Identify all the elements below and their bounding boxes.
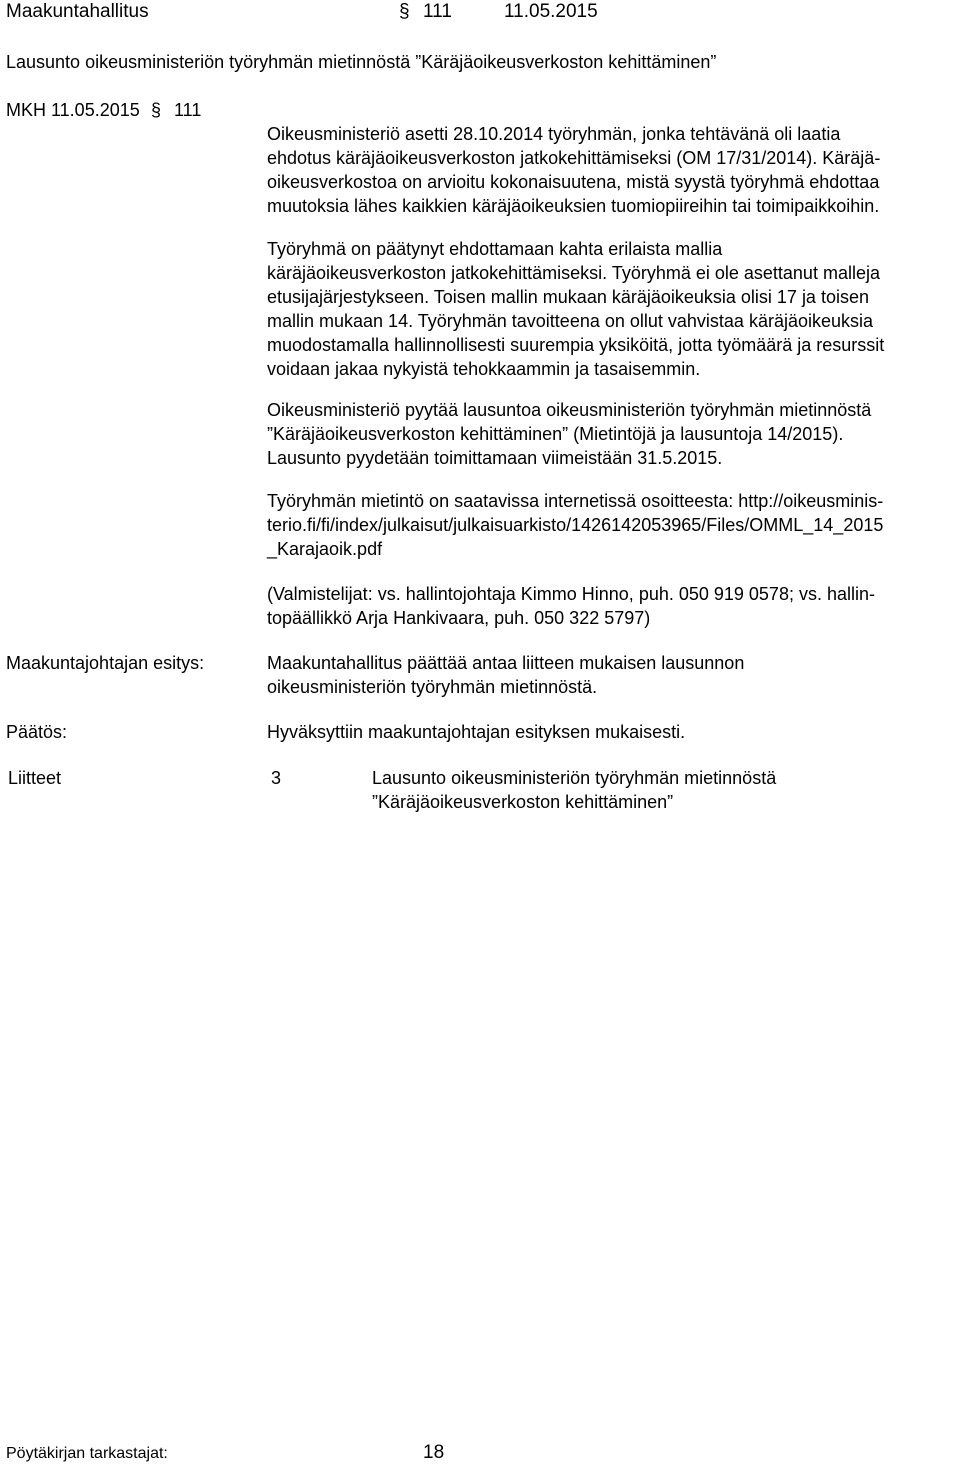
paragraph-1-line: Oikeusministeriö asetti 28.10.2014 työryhmän, jonka tehtävänä oli laatia — [267, 124, 841, 144]
proposal-label: Maakuntajohtajan esitys: — [6, 653, 205, 673]
proposal-text — [267, 651, 744, 699]
paragraph-1-line: oikeusverkostoa on arvioitu kokonaisuutena, mistä syystä työryhmä ehdottaa — [267, 172, 880, 192]
paragraph-2-line: muodostamalla hallinnollisesti suurempia yksiköitä, jotta työmäärä ja resurssit — [267, 335, 885, 355]
paragraph-2-line: etusijajärjestykseen. Toisen mallin mukaan käräjäoikeuksia olisi 17 ja toisen — [267, 287, 869, 307]
paragraph-4-line: _Karajaoik.pdf — [267, 539, 383, 559]
paragraph-3-line: ”Käräjäoikeusverkoston kehittäminen” (Mietintöjä ja lausuntoja 14/2015). — [267, 424, 844, 444]
paragraph-2-line: Työryhmä on päätynyt ehdottamaan kahta erilaista mallia — [267, 239, 723, 259]
paragraph-2-line: käräjäoikeusverkoston jatkokehittämiseksi. Työryhmä ei ole asettanut malleja — [267, 263, 880, 283]
paragraph-1-line: ehdotus käräjäoikeusverkoston jatkokehittämiseksi (OM 17/31/2014). Käräjä- — [267, 148, 881, 168]
reference-section-symbol: § — [151, 100, 162, 120]
proposal-line: Maakuntahallitus päättää antaa liitteen mukaisen lausunnon — [267, 653, 745, 673]
attachment-number: 3 — [271, 768, 282, 788]
paragraph-2 — [267, 237, 884, 381]
attachment-title — [372, 766, 776, 814]
section-symbol: § — [399, 1, 410, 22]
attachment-title-line: ”Käräjäoikeusverkoston kehittäminen” — [372, 792, 674, 812]
section-number: 111 — [423, 1, 452, 22]
organ-name: Maakuntahallitus — [6, 1, 149, 22]
paragraph-4 — [267, 489, 883, 561]
proposal-line: oikeusministeriön työryhmän mietinnöstä. — [267, 677, 598, 697]
attachment-title-line: Lausunto oikeusministeriön työryhmän mietinnöstä — [372, 768, 777, 788]
attachments-label: Liitteet — [8, 768, 62, 788]
paragraph-5-line: (Valmistelijat: vs. hallintojohtaja Kimmo Hinno, puh. 050 919 0578; vs. hallin- — [267, 584, 875, 604]
paragraph-5-line: topäällikkö Arja Hankivaara, puh. 050 322 5797) — [267, 608, 651, 628]
document-title: Lausunto oikeusministeriön työryhmän mietinnöstä ”Käräjäoikeusverkoston kehittäminen” — [6, 52, 717, 72]
reference-prefix: MKH 11.05.2015 — [6, 100, 140, 120]
decision-text: Hyväksyttiin maakuntajohtajan esityksen mukaisesti. — [267, 722, 686, 742]
paragraph-4-line: terio.fi/fi/index/julkaisut/julkaisuarkisto/1426142053965/Files/OMML_14_2015 — [267, 515, 884, 535]
paragraph-3 — [267, 398, 871, 470]
paragraph-3-line: Oikeusministeriö pyytää lausuntoa oikeusministeriön työryhmän mietinnöstä — [267, 400, 872, 420]
paragraph-3-line: Lausunto pyydetään toimittamaan viimeistään 31.5.2015. — [267, 448, 723, 468]
decision-label: Päätös: — [6, 722, 68, 742]
page-number: 18 — [423, 1442, 445, 1463]
paragraph-2-line: voidaan jakaa nykyistä tehokkaammin ja tasaisemmin. — [267, 359, 701, 379]
paragraph-1 — [267, 122, 880, 218]
paragraph-5 — [267, 582, 875, 630]
paragraph-2-line: mallin mukaan 14. Työryhmän tavoitteena on ollut vahvistaa käräjäoikeuksia — [267, 311, 874, 331]
paragraph-4-line: Työryhmän mietintö on saatavissa internetissä osoitteesta: http://oikeusminis- — [267, 491, 884, 511]
reference-number: 111 — [174, 100, 202, 120]
footer-inspectors-label: Pöytäkirjan tarkastajat: — [6, 1445, 168, 1462]
paragraph-1-line: muutoksia lähes kaikkien käräjäoikeuksien tuomiopiireihin tai toimipaikkoihin. — [267, 196, 880, 216]
meeting-date: 11.05.2015 — [504, 1, 598, 22]
